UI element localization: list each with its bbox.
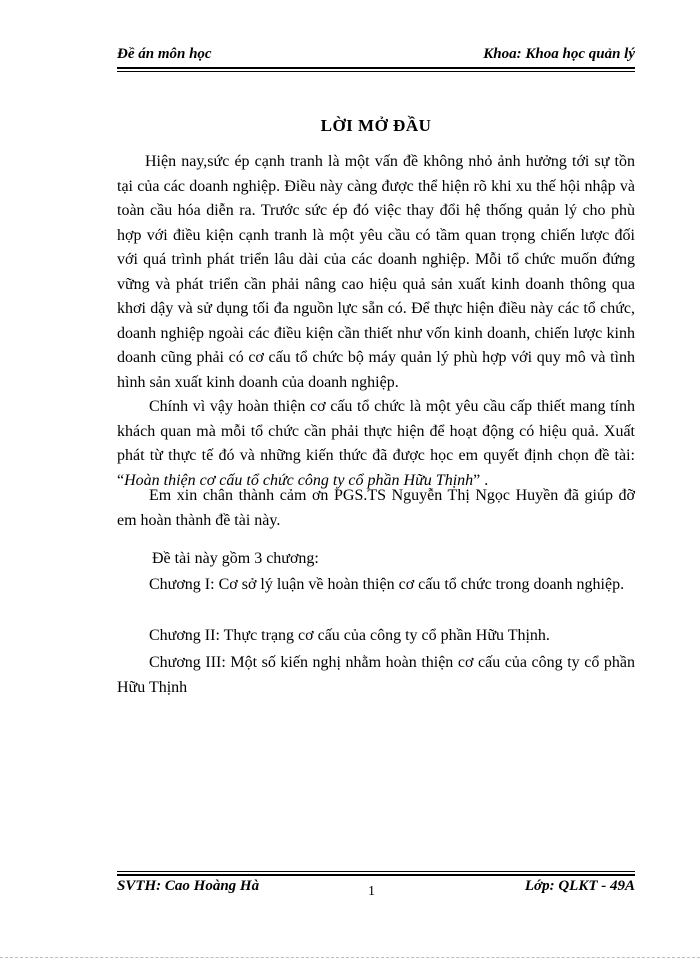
- page-break-line: [0, 957, 700, 958]
- paragraph-intro: Hiện nay,sức ép cạnh tranh là một vấn đề không nhỏ ảnh hưởng tới sự tồn tại của các doanh nghiệp. Điều này càng được thể hiện rõ khi xu thế hội nhập và toàn cầu hóa diễn ra. Trước sức ép đó việc thay đổi hệ thống quản lý cho phù hợp với điều kiện cạnh tranh là một yêu cầu có tầm quan trọng chiến lược đối với quá trình phát triển lâu dài của các doanh nghiệp. Mỗi tổ chức muốn đứng vững và phát triển cần phải nâng cao hiệu quả sản xuất kinh doanh thông qua khơi dậy và sử dụng tối đa nguồn lực sẵn có. Để thực hiện điều này các tổ chức, doanh nghiệp ngoài các điều kiện cần thiết như vốn kinh doanh, chiến lược kinh doanh cũng phải có cơ cấu tổ chức bộ máy quản lý phù hợp với quy mô và tình hình sản xuất kinh doanh của doanh nghiệp.: [117, 153, 635, 391]
- footer-rule: [117, 874, 635, 876]
- reason-text: Chính vì vậy hoàn thiện cơ cấu tổ chức là một yêu cầu cấp thiết mang tính khách quan mà mỗi tổ chức cần phải thực hiện để hoạt động có hiệu quả. Xuất phát từ thực tế đó và những kiến thức đã được học em quyết định chọn đề tài: “: [117, 398, 635, 489]
- chapter-2: Chương II: Thực trạng cơ cấu của công ty cổ phần Hữu Thịnh.: [149, 627, 550, 644]
- chapter-3: Chương III: Một số kiến nghị nhằm hoàn thiện cơ cấu của công ty cổ phần Hữu Thịnh: [117, 654, 635, 696]
- page-number: 1: [368, 884, 375, 899]
- footer-rule-thin: [117, 871, 635, 872]
- footer-class: Lớp: QLKT - 49A: [524, 878, 635, 894]
- paragraph-reason: [117, 395, 635, 493]
- header-rule: [117, 67, 635, 69]
- topic-title: Hoàn thiện cơ cấu tổ chức công ty cổ phần Hữu Thịnh: [124, 471, 474, 489]
- footer-student: SVTH: Cao Hoàng Hà: [117, 878, 260, 894]
- page-title: LỜI MỞ ĐẦU: [320, 116, 432, 135]
- reason-end: ” .: [473, 471, 489, 489]
- page-header: [117, 46, 635, 66]
- page-footer: [117, 878, 635, 898]
- paragraph-thanks: Em xin chân thành cảm ơn PGS.TS Nguyễn Thị Ngọc Huyền đã giúp đỡ em hoàn thành đề tài này.: [117, 487, 635, 529]
- header-faculty: Khoa: Khoa học quản lý: [483, 46, 635, 62]
- chapter-1: Chương I: Cơ sở lý luận về hoàn thiện cơ cấu tổ chức trong doanh nghiệp.: [149, 576, 625, 593]
- chapters-intro: Đề tài này gồm 3 chương:: [152, 550, 319, 567]
- header-rule-thin: [117, 71, 635, 72]
- header-course: Đề án môn học: [117, 46, 212, 62]
